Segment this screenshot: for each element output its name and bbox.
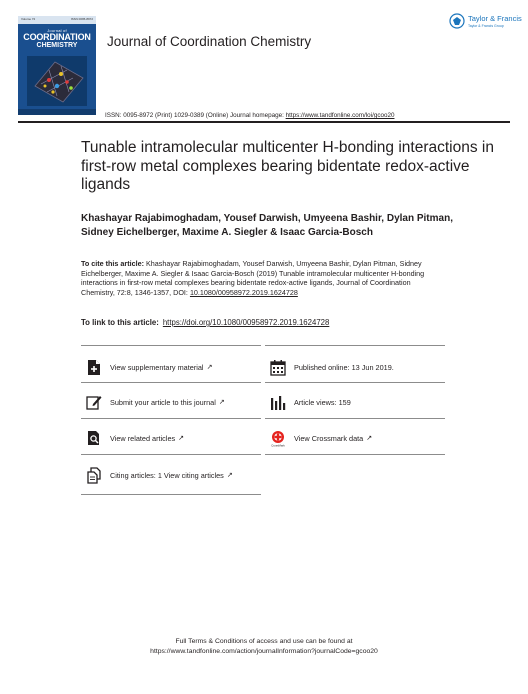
header-rule	[18, 121, 510, 123]
cover-issn-text: ISSN 0095-8972	[70, 17, 93, 21]
published-online-text: Published online: 13 Jun 2019.	[294, 362, 394, 372]
publisher-logo-icon	[449, 13, 465, 29]
external-link-icon: ↗	[218, 399, 225, 406]
article-doi-url-link[interactable]: https://doi.org/10.1080/00958972.2019.1624728	[162, 318, 330, 327]
terms-footer-url[interactable]: https://www.tandfonline.com/action/journalInformation?journalCode=gcoo20	[150, 648, 378, 655]
citation-block	[81, 259, 431, 297]
external-link-icon: ↗	[206, 364, 213, 371]
issn-line	[105, 112, 394, 119]
terms-footer-line1: Full Terms & Conditions of access and use can be found at	[175, 638, 353, 645]
external-link-icon: ↗	[226, 472, 233, 479]
supplementary-file-icon	[86, 358, 102, 376]
cover-top-strip	[18, 16, 96, 24]
divider	[81, 494, 261, 495]
view-supplementary-material-link[interactable]	[86, 357, 212, 377]
external-link-icon: ↗	[178, 435, 185, 442]
view-crossmark-link[interactable]	[270, 428, 372, 448]
cover-title-line1: COORDINATION	[23, 32, 91, 42]
cover-footer-strip	[18, 109, 96, 115]
cover-title-line2: CHEMISTRY	[36, 42, 78, 49]
cover-crystal-illustration	[27, 56, 87, 106]
crossmark-icon	[270, 429, 286, 447]
crossmark-label: View Crossmark data	[294, 433, 364, 443]
crossmark-logo-text: CrossMark	[271, 443, 285, 447]
external-link-icon: ↗	[366, 435, 373, 442]
divider	[81, 418, 261, 419]
divider	[81, 345, 261, 346]
journal-homepage-link[interactable]: https://www.tandfonline.com/loi/gcoo20	[285, 112, 395, 119]
divider	[265, 454, 445, 455]
article-link-line	[81, 318, 329, 327]
article-title: Tunable intramolecular multicenter H-bonding interactions in first-row metal complexes bearing bidentate redox-active ligands	[81, 139, 494, 193]
supplementary-label: View supplementary material	[110, 362, 204, 372]
divider	[265, 382, 445, 383]
divider	[81, 454, 261, 455]
citing-articles-link[interactable]	[86, 465, 233, 485]
publisher-name: Taylor & Francis	[468, 14, 522, 23]
edit-pencil-icon	[86, 393, 102, 411]
journal-title: Journal of Coordination Chemistry	[107, 34, 312, 49]
issn-text: ISSN: 0095-8972 (Print) 1029-0389 (Online) Journal homepage:	[105, 112, 286, 119]
published-online-info	[270, 357, 394, 377]
view-related-articles-link[interactable]	[86, 428, 184, 448]
article-authors: Khashayar Rajabimoghadam, Yousef Darwish, Umyeena Bashir, Dylan Pitman, Sidney Eichelberger, Maxime A. Siegler & Isaac Garcia-Bosch	[81, 213, 453, 238]
citing-articles-label: Citing articles: 1 View citing articles	[110, 470, 224, 480]
related-search-icon	[86, 429, 102, 447]
citing-documents-icon	[86, 466, 102, 484]
citation-doi-link[interactable]: 10.1080/00958972.2019.1624728	[189, 287, 298, 297]
citation-text: Khashayar Rajabimoghadam, Yousef Darwish, Umyeena Bashir, Dylan Pitman, Sidney Eichelberger, Maxime A. Siegler & Isaac Garcia-Bosch (2019) Tunable intramolecular multicenter H-bonding interactions in first-row metal complexes bearing bidentate redox-active ligands, Journal of Coordination Chemistry, 72:8, 1346-1357, DOI:	[81, 259, 425, 297]
bar-chart-icon	[270, 393, 286, 411]
journal-cover-image	[18, 16, 96, 115]
calendar-icon	[270, 358, 286, 376]
terms-footer	[0, 637, 528, 657]
submit-article-label: Submit your article to this journal	[110, 397, 216, 407]
article-link-label: To link to this article:	[81, 318, 159, 327]
article-views-info	[270, 392, 351, 412]
divider	[265, 418, 445, 419]
citation-label: To cite this article:	[81, 259, 144, 268]
divider	[81, 382, 261, 383]
related-articles-label: View related articles	[110, 433, 176, 443]
article-views-text: Article views: 159	[294, 397, 351, 407]
publisher-logo[interactable]	[449, 12, 522, 36]
publisher-tagline: Taylor & Francis Group	[468, 24, 504, 28]
submit-article-link[interactable]	[86, 392, 225, 412]
cover-volume-text: Volume 72	[21, 17, 36, 21]
cover-journal-of: Journal of	[47, 28, 67, 33]
divider	[265, 345, 445, 346]
